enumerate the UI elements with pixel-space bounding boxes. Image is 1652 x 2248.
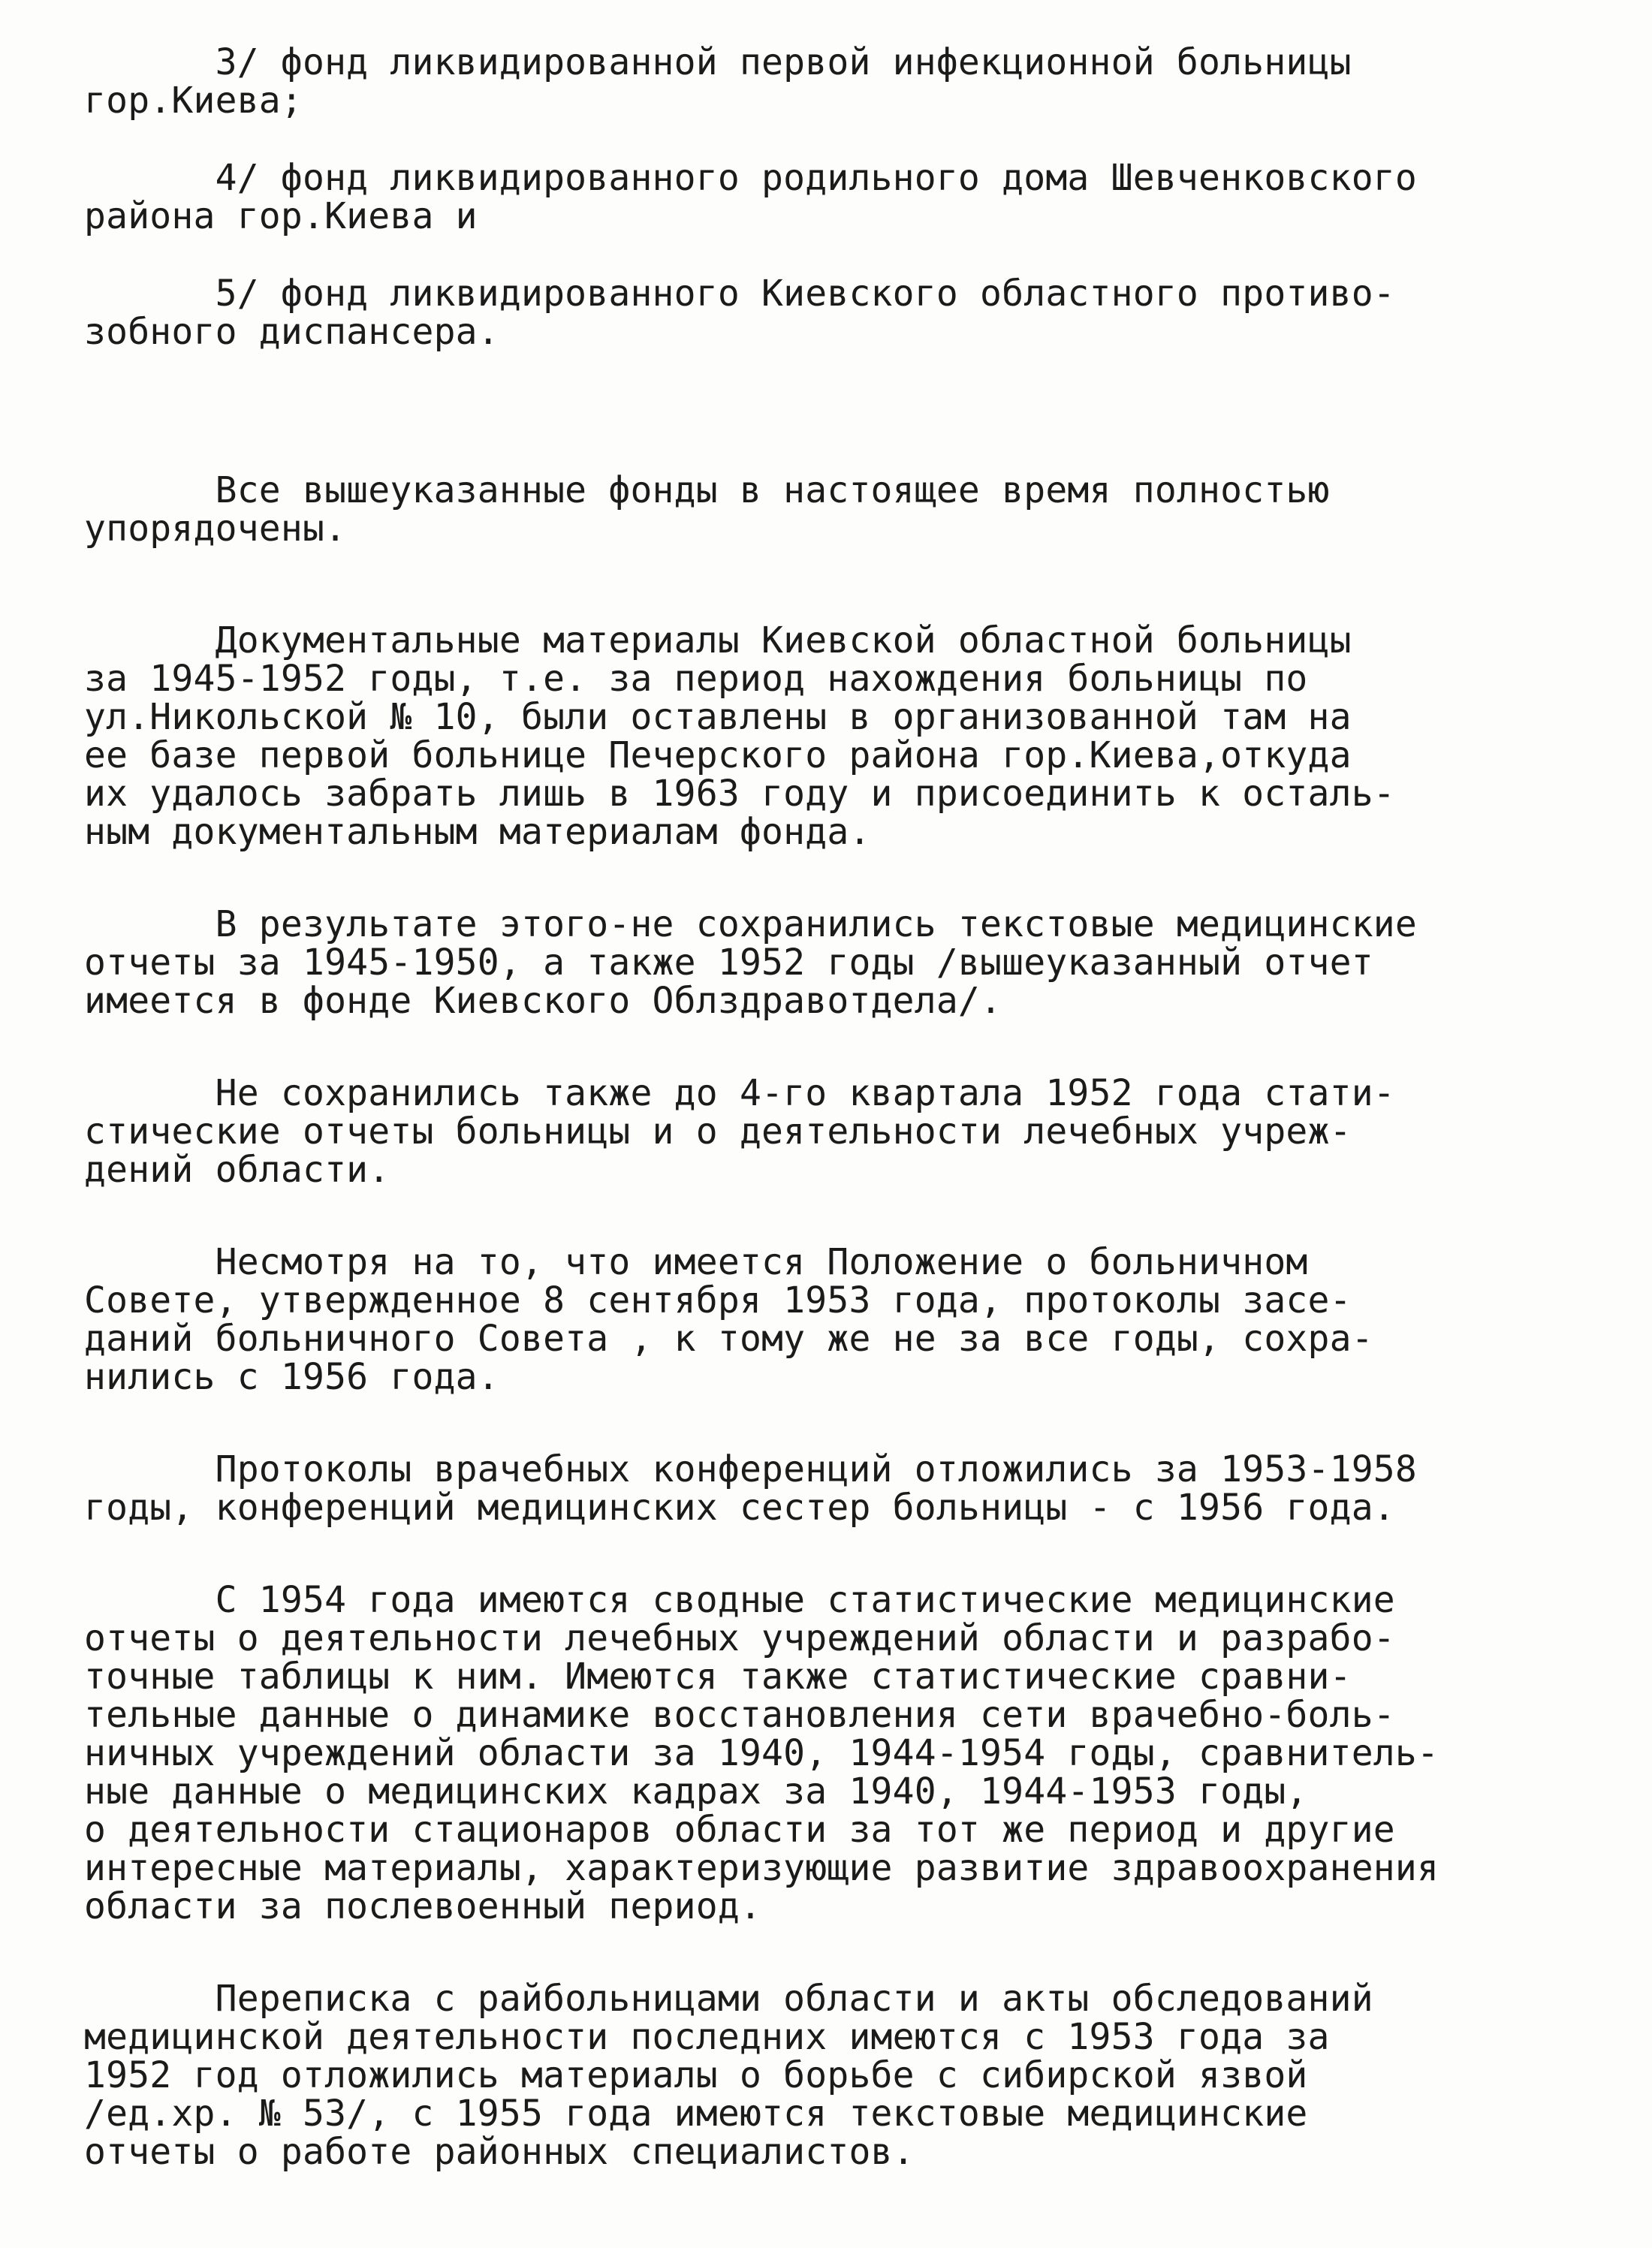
paragraph-documentary-materials — [84, 619, 1631, 853]
text-line: ные данные о медицинских кадрах за 1940, 1944-1953 годы, — [84, 1770, 1308, 1813]
text-line: области за послевоенный период. — [84, 1885, 762, 1927]
paragraph-fund-4 — [84, 159, 1631, 236]
text-line: точные таблицы к ним. Имеются также статистические сравни- — [84, 1656, 1352, 1698]
text-line: ул.Никольской № 10, были оставлены в организованной там на — [84, 696, 1352, 738]
paragraph-fund-3 — [84, 41, 1631, 122]
paragraph-reports-lost — [84, 903, 1631, 1022]
text-line: Все вышеуказанные фонды в настоящее время полностью — [84, 469, 1330, 511]
typed-text-body — [84, 41, 1631, 2173]
text-line: 1952 год отложились материалы о борьбе с сибирской язвой — [84, 2054, 1308, 2096]
text-line: района гор.Киева и — [84, 195, 478, 237]
text-line: 5/ фонд ликвидированного Киевского областного противо- — [84, 273, 1395, 315]
text-line: зобного диспансера. — [84, 311, 499, 353]
text-line: медицинской деятельности последних имеются с 1953 года за — [84, 2016, 1330, 2058]
text-line: даний больничного Совета , к тому же не за все годы, сохра- — [84, 1318, 1373, 1360]
text-line: ничных учреждений области за 1940, 1944-1954 годы, сравнитель- — [84, 1732, 1439, 1774]
paragraph-hospital-council — [84, 1243, 1631, 1397]
text-line: Несмотря на то, что имеется Положение о больничном — [84, 1241, 1308, 1283]
text-line: за 1945-1952 годы, т.е. за период нахождения больницы по — [84, 658, 1308, 700]
text-line: ным документальным материалам фонда. — [84, 811, 871, 853]
text-line: Не сохранились также до 4-го квартала 1952 года стати- — [84, 1072, 1395, 1114]
text-line: упорядочены. — [84, 508, 347, 550]
text-line: дений области. — [84, 1149, 390, 1191]
text-line: тельные данные о динамике восстановления сети врачебно-боль- — [84, 1694, 1395, 1736]
text-line: интересные материалы, характеризующие развитие здравоохранения — [84, 1847, 1439, 1889]
text-line: С 1954 года имеются сводные статистические медицинские — [84, 1579, 1395, 1621]
text-line: стические отчеты больницы и о деятельности лечебных учреж- — [84, 1110, 1352, 1153]
text-line: 3/ фонд ликвидированной первой инфекционной больницы — [84, 41, 1352, 83]
text-line: их удалось забрать лишь в 1963 году и присоединить к осталь- — [84, 773, 1395, 815]
text-line: нились с 1956 года. — [84, 1356, 499, 1398]
paragraph-funds-ordered — [84, 469, 1631, 550]
text-line: Переписка с райбольницами области и акты обследований — [84, 1978, 1373, 2020]
text-line: ее базе первой больнице Печерского района гор.Киева,откуда — [84, 734, 1352, 776]
text-line: Совете, утвержденное 8 сентября 1953 года, протоколы засе- — [84, 1279, 1352, 1321]
text-line: о деятельности стационаров области за тот же период и другие — [84, 1809, 1395, 1851]
paragraph-correspondence — [84, 1980, 1631, 2171]
text-line: отчеты о работе районных специалистов. — [84, 2131, 915, 2173]
text-line: Протоколы врачебных конференций отложились за 1953-1958 — [84, 1448, 1418, 1490]
text-line: В результате этого-не сохранились текстовые медицинские — [84, 903, 1418, 945]
text-line: гор.Киева; — [84, 80, 303, 122]
text-line: отчеты о деятельности лечебных учреждений области и разрабо- — [84, 1617, 1395, 1659]
text-line: отчеты за 1945-1950, а также 1952 годы /вышеуказанный отчет — [84, 942, 1373, 984]
text-line: /ед.хр. № 53/, с 1955 года имеются текстовые медицинские — [84, 2093, 1308, 2135]
paragraph-conferences — [84, 1448, 1631, 1529]
text-line: имеется в фонде Киевского Облздравотдела/. — [84, 980, 1002, 1022]
text-line: годы, конференций медицинских сестер больницы - с 1956 года. — [84, 1487, 1395, 1529]
paragraph-fund-5 — [84, 275, 1631, 351]
paragraph-summary-reports — [84, 1581, 1631, 1926]
text-line: Документальные материалы Киевской областной больницы — [84, 619, 1352, 661]
text-line: 4/ фонд ликвидированного родильного дома Шевченковского — [84, 157, 1418, 199]
paragraph-statistical-reports — [84, 1074, 1631, 1189]
